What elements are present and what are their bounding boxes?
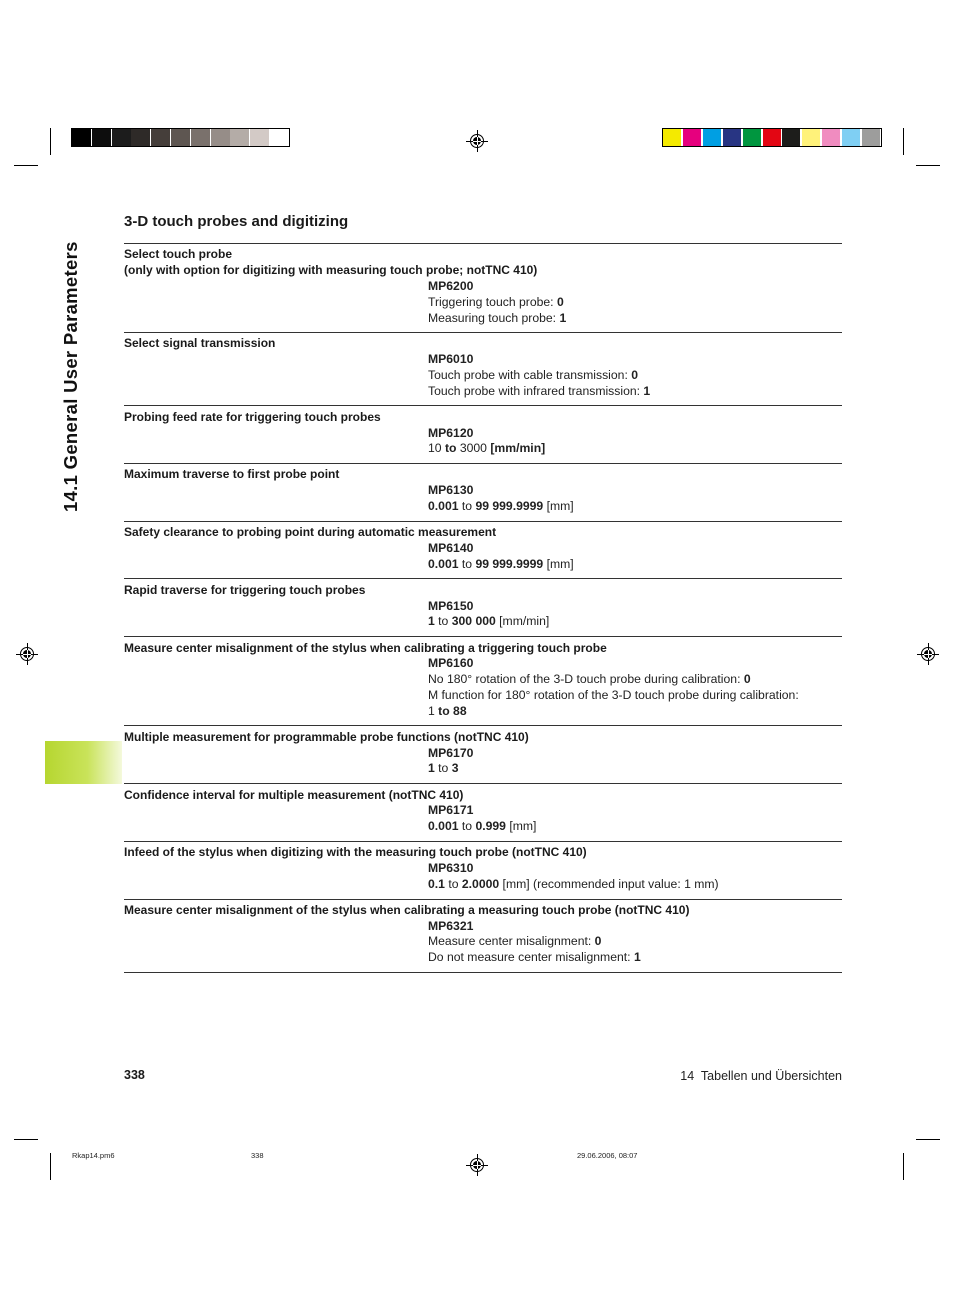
- divider-line: [124, 578, 842, 579]
- option-value: 0: [743, 672, 751, 686]
- parameter-value-line: [428, 704, 467, 718]
- range-to: to: [444, 877, 462, 891]
- option-value: 1: [559, 311, 567, 325]
- range-unit: [mm]: [543, 557, 574, 571]
- side-chapter-title: 14.1 General User Parameters: [60, 241, 81, 512]
- divider-line: [124, 463, 842, 464]
- slug-filename: Rkap14.pm6: [72, 1151, 115, 1160]
- option-label: Touch probe with cable transmission:: [428, 368, 632, 382]
- divider-line: [124, 332, 842, 333]
- divider-line: [124, 725, 842, 726]
- parameter-value-line: [428, 950, 641, 964]
- range-min: 0.1: [428, 877, 445, 891]
- parameter-title: Infeed of the stylus when digitizing with the measuring touch probe (notTNC 410): [124, 845, 587, 859]
- range-min: 0.001: [428, 499, 459, 513]
- parameter-title: Select signal transmission: [124, 336, 276, 350]
- parameter-value-line: [428, 614, 549, 628]
- option-value: 1: [633, 950, 641, 964]
- parameter-number: MP6170: [428, 746, 474, 760]
- page-number: 338: [124, 1068, 145, 1082]
- parameter-number: MP6010: [428, 352, 474, 366]
- parameter-number: MP6130: [428, 483, 474, 497]
- range-unit: [mm]: [543, 499, 574, 513]
- range-unit: [mm/min]: [486, 441, 546, 455]
- parameter-title: Probing feed rate for triggering touch probes: [124, 410, 381, 424]
- range-max: 300 000: [451, 614, 496, 628]
- range-min: 10: [428, 441, 442, 455]
- slug-page: 338: [251, 1151, 264, 1160]
- option-label: M function for 180° rotation of the 3-D touch probe during calibration:: [428, 688, 799, 702]
- divider-line: [124, 636, 842, 637]
- range-to: to: [434, 761, 452, 775]
- parameter-value-line: [428, 368, 638, 382]
- range-max: 2.0000: [461, 877, 500, 891]
- parameter-title: Measure center misalignment of the stylus when calibrating a triggering touch probe: [124, 641, 607, 655]
- crop-mark: [14, 165, 38, 166]
- range-max: 0.999: [475, 819, 506, 833]
- option-range-rest: to 88: [438, 704, 467, 718]
- option-label: Triggering touch probe:: [428, 295, 557, 309]
- option-label: Do not measure center misalignment:: [428, 950, 634, 964]
- parameter-number: MP6171: [428, 803, 474, 817]
- parameter-value-line: [428, 311, 566, 325]
- parameter-value-line: [428, 761, 459, 775]
- registration-mark-icon: [917, 643, 939, 665]
- parameter-value-line: [428, 877, 719, 891]
- parameter-title: Measure center misalignment of the stylus when calibrating a measuring touch probe (notTNC 410): [124, 903, 690, 917]
- crop-mark: [916, 1139, 940, 1140]
- option-value: 0: [631, 368, 639, 382]
- crop-mark: [14, 1139, 38, 1140]
- section-heading: 3-D touch probes and digitizing: [124, 213, 349, 230]
- crop-mark: [903, 1153, 904, 1180]
- option-range-min: 1: [428, 704, 439, 718]
- parameter-title: Confidence interval for multiple measurement (notTNC 410): [124, 788, 464, 802]
- registration-mark-icon: [16, 643, 38, 665]
- range-min: 0.001: [428, 819, 459, 833]
- divider-line: [124, 243, 842, 244]
- parameter-value-line: [428, 819, 536, 833]
- chapter-footer: 14 Tabellen und Übersichten: [680, 1069, 842, 1083]
- option-label: Touch probe with infrared transmission:: [428, 384, 644, 398]
- crop-mark: [916, 165, 940, 166]
- registration-mark-icon: [466, 130, 488, 152]
- range-max: 3: [451, 761, 459, 775]
- parameter-value-line: [428, 499, 574, 513]
- parameter-number: MP6200: [428, 279, 474, 293]
- divider-line: [124, 521, 842, 522]
- parameter-value-line: [428, 384, 650, 398]
- parameter-title: Maximum traverse to first probe point: [124, 467, 340, 481]
- range-unit: [mm/min]: [495, 614, 550, 628]
- parameter-value-line: [428, 688, 799, 702]
- parameter-number: MP6140: [428, 541, 474, 555]
- divider-line: [124, 899, 842, 900]
- parameter-subtitle: (only with option for digitizing with measuring touch probe; notTNC 410): [124, 263, 538, 277]
- option-value: 0: [594, 934, 602, 948]
- range-to: to: [458, 557, 476, 571]
- parameter-title: Multiple measurement for programmable probe functions (notTNC 410): [124, 730, 529, 744]
- range-max: 99 999.9999: [475, 557, 544, 571]
- option-label: No 180° rotation of the 3-D touch probe during calibration:: [428, 672, 744, 686]
- parameter-value-line: [428, 295, 564, 309]
- range-unit: [mm] (recommended input value: 1 mm): [499, 877, 719, 891]
- parameter-number: MP6310: [428, 861, 474, 875]
- divider-line: [124, 405, 842, 406]
- divider-line: [124, 841, 842, 842]
- range-to: to: [458, 499, 476, 513]
- divider-line: [124, 783, 842, 784]
- registration-mark-icon: [466, 1154, 488, 1176]
- parameter-value-line: [428, 672, 751, 686]
- crop-mark: [50, 1153, 51, 1180]
- parameter-value-line: [428, 441, 545, 455]
- option-value: 0: [556, 295, 564, 309]
- parameter-number: MP6160: [428, 656, 474, 670]
- parameter-number: MP6150: [428, 599, 474, 613]
- parameter-value-line: [428, 934, 601, 948]
- parameter-title: Rapid traverse for triggering touch probes: [124, 583, 366, 597]
- range-min: 1: [428, 614, 435, 628]
- parameter-number: MP6120: [428, 426, 474, 440]
- range-unit: [mm]: [505, 819, 537, 833]
- range-to: to: [458, 819, 476, 833]
- slug-date: 29.06.2006, 08:07: [577, 1151, 638, 1160]
- parameter-number: MP6321: [428, 919, 474, 933]
- parameter-title: Select touch probe: [124, 247, 233, 261]
- chapter-tab-marker: [45, 741, 122, 784]
- range-min: 0.001: [428, 557, 459, 571]
- range-to: to: [441, 441, 460, 455]
- option-label: Measuring touch probe:: [428, 311, 560, 325]
- range-to: to: [434, 614, 452, 628]
- option-value: 1: [643, 384, 651, 398]
- parameter-value-line: [428, 557, 574, 571]
- option-label: Measure center misalignment:: [428, 934, 595, 948]
- range-min: 1: [428, 761, 435, 775]
- divider-line: [124, 972, 842, 973]
- range-max: 99 999.9999: [475, 499, 544, 513]
- parameter-title: Safety clearance to probing point during automatic measurement: [124, 525, 497, 539]
- range-max: 3000: [459, 441, 487, 455]
- color-bar-frame: [662, 128, 882, 147]
